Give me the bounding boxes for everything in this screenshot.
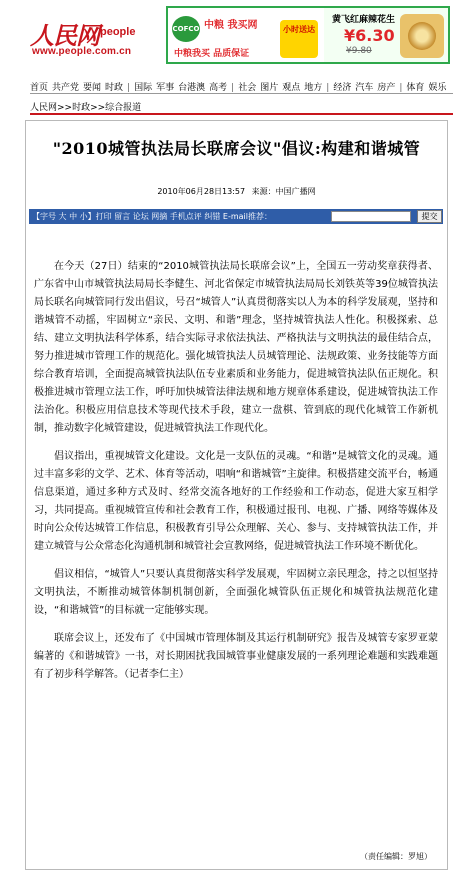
paragraph-4: 联席会议上，还发布了《中国城市管理体制及其运行机制研究》报告及城管专家罗亚蒙编著的《和谐城管》一书，对长期困扰我国城管事业健康发展的一系列理论难题和实践难题有了初步科学解答。（记者李仁主） — [34, 633, 438, 680]
article-toolbar — [29, 209, 443, 224]
ad-subtitle: 中粮我买 品质保证 — [174, 49, 250, 59]
article-meta — [34, 186, 439, 197]
people-logo[interactable] — [30, 16, 160, 56]
toolbar-links[interactable]: 【字号 大 中 小】打印 留言 论坛 网摘 手机点评 纠错 E-mail推荐： — [32, 212, 272, 221]
ad-brand: 中粮 我买网 — [204, 20, 258, 31]
nav-item[interactable]: 观点 — [282, 83, 301, 93]
nav-item[interactable]: 共产党 — [52, 83, 80, 93]
responsible-editor: （责任编辑：罗旭） — [360, 852, 432, 861]
article-body — [34, 258, 438, 694]
nav-item[interactable]: 汽车 — [355, 83, 374, 93]
nav-separator: | — [399, 83, 403, 93]
nav-item[interactable]: 地方 — [304, 83, 323, 93]
peanut-product-image — [400, 14, 444, 58]
nav-item[interactable]: 体育 — [406, 83, 425, 93]
logo-english: people — [100, 26, 136, 38]
nav-item[interactable]: 军事 — [156, 83, 175, 93]
nav-item[interactable]: 首页 — [30, 83, 49, 93]
nav-separator: | — [127, 83, 131, 93]
banner-ad[interactable] — [166, 6, 450, 64]
ad-badge: 小时送达 — [280, 20, 318, 58]
email-recommend-input[interactable] — [331, 211, 411, 222]
nav-item[interactable]: 经济 — [333, 83, 352, 93]
channel-nav — [30, 80, 453, 94]
nav-separator: | — [326, 83, 330, 93]
nav-separator: | — [231, 83, 235, 93]
ad-left-panel — [170, 12, 320, 60]
paragraph-3: 倡议相信，“城管人”只要认真贯彻落实科学发展观，牢固树立亲民理念，持之以恒坚持文明执法，不断推动城管体制机制创新，全面强化城管队伍正规化和城管执法规范化建设，“和谐城管”的目标就一定能够实现。 — [34, 569, 438, 616]
nav-item[interactable]: 国际 — [134, 83, 153, 93]
ad-product-name: 黄飞红麻辣花生 — [332, 15, 396, 25]
ad-right-panel — [324, 8, 448, 62]
cofco-logo-icon: COFCO — [172, 16, 200, 42]
site-header — [0, 0, 453, 74]
logo-chinese: 人民网 — [30, 21, 99, 50]
nav-item[interactable]: 娱乐 — [428, 83, 447, 93]
ad-price: ¥6.30 — [344, 26, 395, 45]
paragraph-2: 倡议指出，重视城管文化建设。文化是一支队伍的灵魂。“和谐”是城管文化的灵魂。通过丰富多彩的文学、艺术、体育等活动，唱响“和谐城管”主旋律。积极搭建交流平台，畅通信息渠道，通过多种方式及时、经常交流各地好的工作经验和工作动态，促进大家互相学习，共同提高。重视城管宣传和社会教育工作，积极通过报刊、电视、广播、网络等媒体及时向公众传达城管工作信息，积极教育引导公众理解、关心、参与、支持城管执法工作，并建立城管与公众常态化沟通机制和城管社会宣教网络，促进城管执法工作环境不断优化。 — [34, 451, 438, 552]
ad-old-price: ¥9.80 — [346, 46, 372, 56]
breadcrumb[interactable]: 人民网>>时政>>综合报道 — [30, 103, 142, 113]
breadcrumb-divider — [30, 113, 453, 115]
nav-item[interactable]: 时政 — [105, 83, 124, 93]
nav-item[interactable]: 社会 — [238, 83, 257, 93]
nav-item[interactable]: 房产 — [377, 83, 396, 93]
article-date: 2010年06月28日13:57 — [157, 187, 246, 196]
logo-url: www.people.com.cn — [32, 46, 132, 57]
article-source: 来源：中国广播网 — [251, 187, 316, 196]
paragraph-1: 在今天（27日）结束的“2010城管执法局长联席会议”上，全国五一劳动奖章获得者、广东省中山市城管执法局局长李健生、河北省保定市城管执法局局长刘铁英等39位城管执法局长联名向城管同行发出倡议，号召“城管人”认真贯彻落实以人为本的科学发展观，坚持和谐城管不动摇，牢固树立“亲民、文明、和谐”理念，坚持城管执法人性化。积极探索、总结、建立文明执法科学体系，结合实际寻求依法执法、严格执法与文明执法的最佳结合点，努力推进城市管理工作的规范化。强化城管执法人员城管理论、法规政策、业务技能等方面综合教育培训，全面提高城管执法队伍专业素质和业务能力，促进城管执法队伍正规化。积极推进城市管理立法工作，呼吁加快城管法律法规和地方规章体系建设，促进城管执法工作法治化。积极应用信息技术等现代技术手段，建立一盘棋、管到底的现代化城管工作新机制，推动数字化城管建设，促进城管执法工作现代化。 — [34, 261, 438, 434]
submit-button[interactable]: 提交 — [417, 210, 442, 223]
nav-item[interactable]: 高考 — [209, 83, 228, 93]
nav-item[interactable]: 要闻 — [83, 83, 102, 93]
nav-item[interactable]: 台港澳 — [178, 83, 206, 93]
article-title: "2010城管执法局长联席会议"倡议:构建和谐城管 — [52, 139, 421, 158]
nav-item[interactable]: 图片 — [260, 83, 279, 93]
